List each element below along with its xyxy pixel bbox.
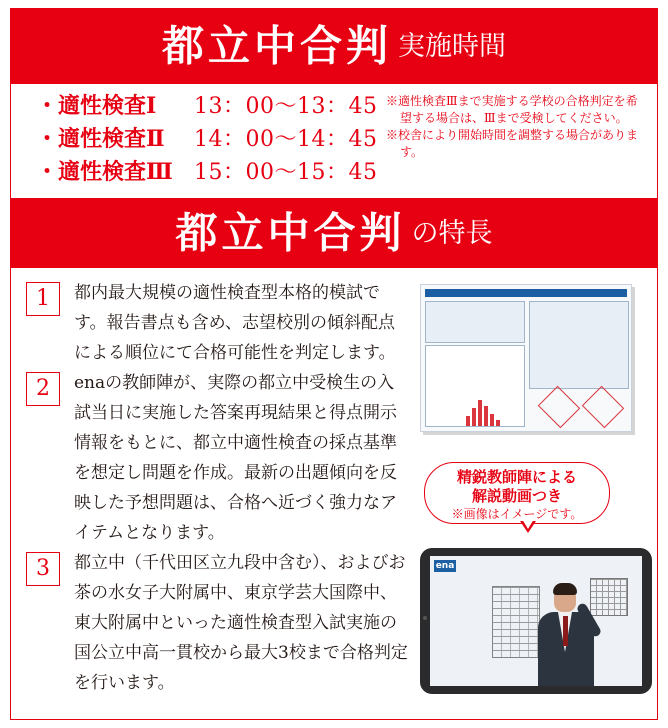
exam-time: 13：00～13：45 <box>194 94 378 119</box>
feature-number: 2 <box>26 372 60 406</box>
radar-chart-icon <box>538 386 580 428</box>
camera-icon <box>423 616 427 620</box>
banner-subtitle: の特長 <box>411 217 493 249</box>
exam-time: 15：00～15：45 <box>194 160 378 185</box>
feature-item <box>26 368 410 548</box>
features-banner <box>10 198 658 268</box>
schedule-banner <box>10 8 658 84</box>
tablet-screen <box>430 556 642 686</box>
report-chart-area <box>425 345 525 427</box>
callout-tail <box>520 521 536 533</box>
report-table <box>529 301 629 389</box>
report-sheet-image <box>420 284 632 432</box>
video-callout <box>424 462 610 524</box>
report-bar <box>478 400 482 426</box>
grid-figure <box>590 578 628 616</box>
ena-logo: ena <box>435 561 455 571</box>
feature-number: 3 <box>26 552 60 586</box>
feature-item <box>26 548 410 698</box>
report-bar <box>466 416 470 426</box>
feature-number: 1 <box>26 282 60 316</box>
banner-title: 都立中合判 <box>161 21 392 71</box>
report-bar <box>484 406 488 426</box>
report-table <box>425 301 525 343</box>
schedule-row: ・適性検査Ⅱ 14：00～14：45 <box>36 123 384 156</box>
tablet-image <box>420 548 652 694</box>
report-bar <box>490 414 494 426</box>
note-text: ※適性検査Ⅲまで実施する学校の合格判定を希望する場合は、Ⅲまで受検してください。 <box>386 94 638 125</box>
note-text: ※校舎により開始時間を調整する場合があります。 <box>386 128 639 159</box>
report-header-bar <box>425 289 627 297</box>
schedule-notes <box>386 93 644 161</box>
exam-name: 適性検査Ⅱ <box>58 126 165 152</box>
report-bar <box>496 420 500 426</box>
report-bar <box>472 408 476 426</box>
feature-text: 都内最大規模の適性検査型本格的模試です。報告書点も含め、志望校別の傾斜配点による順位にて合格可能性を判定します。 <box>74 283 396 363</box>
schedule-list <box>36 90 384 189</box>
callout-note: ※画像はイメージです。 <box>451 507 583 521</box>
feature-item <box>26 278 410 368</box>
banner-subtitle: 実施時間 <box>398 30 506 62</box>
exam-time: 14：00～14：45 <box>194 127 378 152</box>
radar-chart-icon <box>582 386 624 428</box>
feature-text: 都立中（千代田区立九段中含む）、およびお茶の水女子大附属中、東京学芸大国際中、東大附属中といった適性検査型入試実施の国公立中高一貫校から最大3校まで合格判定を行います。 <box>74 553 408 693</box>
maze-figure <box>492 586 540 658</box>
callout-line: 精鋭教師陣による <box>456 468 577 486</box>
features-list <box>26 278 410 698</box>
callout-line: 解説動画つき <box>471 487 562 505</box>
feature-text: enaの教師陣が、実際の都立中受検生の入試当日に実施した答案再現結果と得点開示情報をもとに、都立中適性検査の採点基準を想定し問題を作成。最新の出題傾向を反映した予想問題は、合格へ近づく強力なアイテムとなります。 <box>74 373 397 543</box>
exam-name: 適性検査Ⅰ <box>58 93 157 119</box>
banner-title: 都立中合判 <box>175 208 406 258</box>
schedule-row: ・適性検査Ⅰ 13：00～13：45 <box>36 90 384 123</box>
exam-name: 適性検査Ⅲ <box>58 159 173 185</box>
schedule-row: ・適性検査Ⅲ 15：00～15：45 <box>36 156 384 189</box>
